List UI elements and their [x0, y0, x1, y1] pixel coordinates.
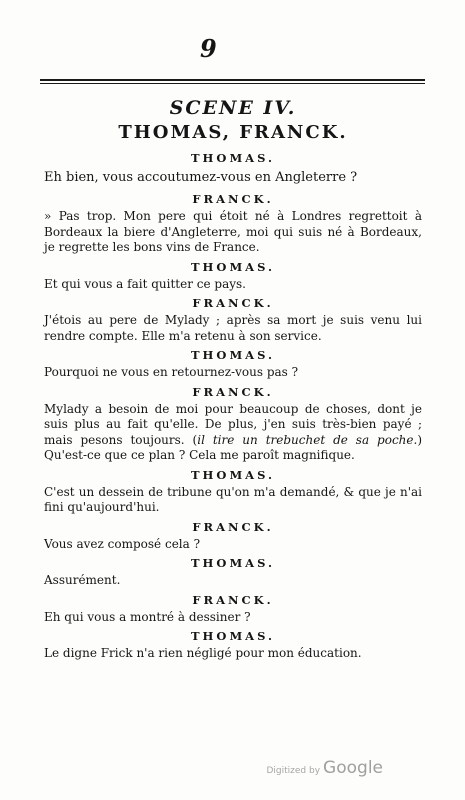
speech-text-after: ) Qu'est-ce que ce plan ? Cela me paroît magnifique. — [44, 432, 423, 462]
speaker-name: THOMAS. — [191, 259, 275, 274]
speaker-name: THOMAS. — [191, 556, 275, 570]
dialogue-block — [44, 189, 422, 256]
dialogue-block — [44, 382, 422, 464]
dialogue-block — [44, 293, 422, 344]
dialogue-block — [44, 517, 422, 553]
speech-text: Et qui vous a fait quitter ce pays. — [44, 276, 246, 291]
dialogue-block — [44, 465, 422, 516]
dialogue-block — [44, 590, 422, 626]
speaker-name: FRANCK. — [192, 192, 274, 206]
cast-list: THOMAS, FRANCK. — [118, 122, 348, 143]
watermark-prefix: Digitized by — [266, 766, 321, 776]
dialogue-block — [44, 345, 422, 381]
watermark-brand: Google — [323, 758, 383, 778]
speech-text: J'étois au pere de Mylady ; après sa mort je suis venu lui rendre compte. Elle m'a retenu à son service. — [44, 313, 422, 343]
speech-text-before: Mylady a besoin de moi pour beaucoup de choses, dont je suis plus au fait qu'elle. De plus, j'en suis très-bien payé ; mais pesons toujours. ( — [44, 401, 422, 447]
speaker-name: THOMAS. — [191, 151, 275, 165]
dialogue-block — [44, 148, 422, 188]
speaker-name: FRANCK. — [192, 592, 274, 607]
speaker-name: FRANCK. — [192, 296, 274, 310]
speaker-name: THOMAS. — [191, 348, 275, 362]
header-rule — [40, 79, 425, 81]
page-body — [44, 96, 422, 663]
speaker-name: THOMAS. — [191, 629, 275, 643]
dialogue-block — [44, 553, 422, 589]
speaker-name: FRANCK. — [192, 519, 274, 534]
speech-text: Assurément. — [44, 573, 121, 587]
scene-title: SCENE IV. — [169, 97, 297, 119]
dialogue-block — [44, 257, 422, 293]
speech-text: C'est un dessein de tribune qu'on m'a demandé, & que je n'ai fini qu'aujourd'hui. — [44, 484, 422, 514]
speech-text: Eh bien, vous accoutumez-vous en Angleterre ? — [44, 170, 358, 185]
header-rule-thin — [40, 83, 425, 84]
digitized-watermark — [266, 758, 383, 778]
stage-direction: il tire un trebuchet de sa poche. — [197, 432, 418, 447]
speech-text — [44, 402, 422, 464]
dialogue-block — [44, 626, 422, 662]
speech-text: Pourquoi ne vous en retournez-vous pas ? — [44, 365, 299, 379]
speaker-name: THOMAS. — [191, 467, 275, 482]
speaker-name: FRANCK. — [192, 384, 274, 399]
speech-text: Le digne Frick n'a rien négligé pour mon éducation. — [44, 646, 362, 660]
speech-text: » Pas trop. Mon pere qui étoit né à Londres regrettoit à Bordeaux la biere d'Angleterre, moi qui suis né à Bordeaux, je regrette les bons vins de France. — [44, 209, 422, 254]
page-number: 9 — [200, 34, 217, 63]
speech-text: Eh qui vous a montré à dessiner ? — [44, 609, 251, 624]
speech-text: Vous avez composé cela ? — [44, 536, 201, 551]
